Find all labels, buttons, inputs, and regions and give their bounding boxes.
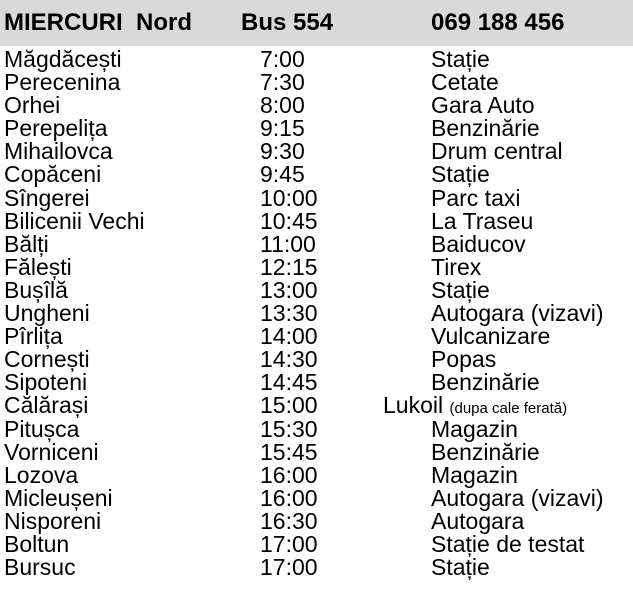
stop-location: Tirex: [431, 253, 482, 280]
city-name: Bilicenii Vechi: [4, 207, 145, 234]
departure-time: 16:00: [260, 484, 318, 511]
table-row: [0, 507, 633, 534]
departure-time: 15:00: [260, 392, 318, 419]
header-phone: 069 188 456: [431, 9, 565, 36]
stop-location: La Traseu: [431, 207, 534, 234]
table-row: [0, 117, 633, 140]
departure-time: 12:15: [260, 253, 318, 280]
departure-time: 15:30: [260, 415, 318, 442]
departure-time: 7:00: [260, 46, 305, 72]
departure-time: 13:00: [260, 276, 318, 303]
city-name: Mihailovca: [4, 138, 113, 165]
table-row: [0, 461, 633, 488]
city-name: Copăceni: [4, 161, 102, 188]
stop-location: Popas: [431, 346, 497, 373]
stop-location: Magazin: [431, 415, 518, 442]
stop-location: Autogara: [431, 507, 525, 534]
stop-location: Benzinărie: [431, 438, 540, 465]
stop-name: Lukoil: [383, 392, 444, 419]
table-row: [0, 230, 633, 257]
table-row: [0, 276, 633, 303]
city-name: Călărași: [4, 392, 89, 419]
departure-time: 14:30: [260, 346, 318, 373]
table-row: [0, 484, 633, 511]
city-name: Bursuc: [4, 554, 76, 581]
city-name: Vorniceni: [4, 438, 99, 465]
city-name: Perecenina: [4, 69, 121, 96]
table-row: [0, 371, 633, 394]
city-name: Nisporeni: [4, 507, 102, 534]
table-row: [0, 325, 633, 348]
table-row: [0, 556, 633, 579]
header-day-direction: [4, 9, 192, 37]
table-row: [0, 184, 633, 211]
stop-location: Stație: [431, 46, 490, 72]
stop-location: Parc taxi: [431, 184, 521, 211]
stop-location: Drum central: [431, 138, 563, 165]
departure-time: 13:30: [260, 300, 318, 327]
city-name: Orhei: [4, 92, 61, 119]
table-row: [0, 163, 633, 186]
header-day: MIERCURI: [4, 9, 123, 36]
city-name: Bălți: [4, 230, 49, 257]
city-name: Bușîlă: [4, 276, 68, 303]
departure-time: 11:00: [260, 230, 316, 257]
schedule-header: [0, 0, 633, 46]
header-direction: Nord: [136, 9, 193, 36]
stop-location: Stație: [431, 161, 490, 188]
departure-time: 16:00: [260, 461, 318, 488]
stop-location: Cetate: [431, 69, 499, 96]
table-row: [0, 394, 633, 417]
stop-location: Autogara (vizavi): [431, 484, 604, 511]
table-row: [0, 438, 633, 465]
stop-location: Benzinărie: [431, 115, 540, 142]
schedule-table: [0, 48, 633, 579]
departure-time: 17:00: [260, 530, 318, 557]
departure-time: 10:45: [260, 207, 318, 234]
stop-location: Vulcanizare: [431, 323, 551, 350]
city-name: Pitușca: [4, 415, 80, 442]
departure-time: 15:45: [260, 438, 318, 465]
stop-location: Gara Auto: [431, 92, 535, 119]
departure-time: 8:00: [260, 92, 305, 119]
table-row: [0, 530, 633, 557]
table-row: [0, 207, 633, 234]
table-row: [0, 48, 633, 71]
table-row: [0, 348, 633, 371]
table-row: [0, 302, 633, 325]
city-name: Lozova: [4, 461, 79, 488]
city-name: Fălești: [4, 253, 72, 280]
table-row: [0, 253, 633, 280]
city-name: Măgdăcești: [4, 46, 122, 72]
departure-time: 14:45: [260, 369, 318, 396]
departure-time: 14:00: [260, 323, 318, 350]
city-name: Perepelița: [4, 115, 108, 142]
departure-time: 16:30: [260, 507, 318, 534]
table-row: [0, 415, 633, 442]
city-name: Pîrlița: [4, 323, 63, 350]
departure-time: 17:00: [260, 554, 318, 581]
departure-time: 9:45: [260, 161, 305, 188]
departure-time: 9:30: [260, 138, 305, 165]
stop-location: Stație de testat: [431, 530, 585, 557]
stop-location: Baiducov: [431, 230, 526, 257]
stop-location: Magazin: [431, 461, 518, 488]
table-row: [0, 94, 633, 117]
stop-note: (dupa cale ferată): [449, 400, 568, 418]
departure-time: 7:30: [260, 69, 305, 96]
stop-location: Stație: [431, 554, 490, 581]
city-name: Boltun: [4, 530, 70, 557]
city-name: Sîngerei: [4, 184, 90, 211]
table-row: [0, 71, 633, 94]
stop-location: Benzinărie: [431, 369, 540, 396]
header-bus: Bus 554: [241, 9, 334, 36]
stop-location: Autogara (vizavi): [431, 300, 604, 327]
table-row: [0, 140, 633, 163]
city-name: Cornești: [4, 346, 90, 373]
departure-time: 9:15: [260, 115, 305, 142]
departure-time: 10:00: [260, 184, 318, 211]
city-name: Sipoteni: [4, 369, 88, 396]
city-name: Ungheni: [4, 300, 90, 327]
stop-location: Stație: [431, 276, 490, 303]
city-name: Micleușeni: [4, 484, 113, 511]
